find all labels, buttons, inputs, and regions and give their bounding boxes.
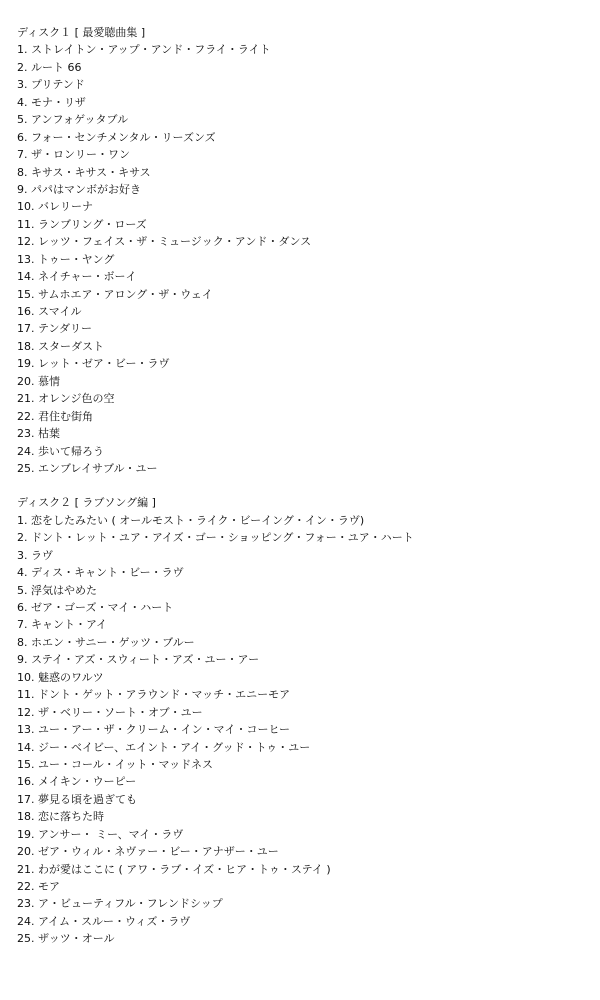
- track-item: 23. 枯葉: [17, 427, 60, 441]
- track-item: 8. ホエン・サニー・ゲッツ・ブルー: [17, 635, 195, 649]
- track-item: 14. ネイチャー・ボーイ: [17, 270, 137, 284]
- track-item: 5. 浮気はやめた: [17, 583, 97, 597]
- track-item: 20. 慕情: [17, 374, 60, 388]
- track-item: 24. 歩いて帰ろう: [17, 444, 104, 458]
- track-item: 10. バレリーナ: [17, 200, 93, 214]
- track-item: 4. ディス・キャント・ビー・ラヴ: [17, 566, 184, 580]
- track-item: 13. ユー・アー・ザ・クリーム・イン・マイ・コーヒー: [17, 723, 290, 737]
- track-item: 19. レット・ゼア・ビー・ラヴ: [17, 357, 170, 371]
- disc-2-section: [17, 494, 600, 947]
- track-item: 9. ステイ・アズ・スウィート・アズ・ユー・アー: [17, 653, 260, 667]
- track-item: 22. 君住む街角: [17, 409, 93, 423]
- track-item: 22. モア: [17, 880, 60, 893]
- track-item: 17. 夢見る頃を過ぎても: [17, 792, 137, 806]
- track-item: 11. ランブリング・ローズ: [17, 217, 147, 231]
- track-item: 18. 恋に落ちた時: [17, 810, 104, 824]
- track-item: 15. サムホエア・アロング・ザ・ウェイ: [17, 287, 213, 301]
- track-item: 3. ラヴ: [17, 548, 53, 562]
- track-item: 21. わが愛はここに ( アワ・ラブ・イズ・ヒア・トゥ・ステイ ): [17, 862, 331, 876]
- track-item: 6. ゼア・ゴーズ・マイ・ハート: [17, 601, 174, 614]
- track-item: 6. フォー・センチメンタル・リーズンズ: [17, 130, 216, 144]
- track-item: 5. アンフォゲッタブル: [17, 113, 129, 127]
- track-item: 19. アンサー・ ミー、マイ・ラヴ: [17, 827, 184, 841]
- track-item: 18. スターダスト: [17, 339, 104, 353]
- track-item: 17. テンダリー: [17, 322, 92, 336]
- track-item: 1. 恋をしたみたい ( オールモスト・ライク・ビーイング・イン・ラヴ): [17, 513, 365, 527]
- track-item: 2. ドント・レット・ユア・アイズ・ゴー・ショッピング・フォー・ユア・ハート: [17, 531, 414, 545]
- track-item: 12. ザ・ベリー・ソート・オブ・ユー: [17, 705, 203, 719]
- track-item: 12. レッツ・フェイス・ザ・ミュージック・アンド・ダンス: [17, 235, 312, 249]
- track-item: 4. モナ・リザ: [17, 95, 86, 109]
- track-list: [17, 41, 600, 477]
- track-item: 24. アイム・スルー・ウィズ・ラヴ: [17, 914, 191, 928]
- track-item: 15. ユー・コール・イット・マッドネス: [17, 757, 213, 771]
- track-item: 7. キャント・アイ: [17, 618, 108, 632]
- track-item: 16. スマイル: [17, 305, 82, 318]
- track-item: 25. ザッツ・オール: [17, 932, 115, 946]
- track-item: 13. トゥー・ヤング: [17, 252, 115, 266]
- track-item: 16. メイキン・ウーピー: [17, 775, 137, 789]
- disc-title: ディスク１ [ 最愛聴曲集 ]: [17, 26, 146, 39]
- track-item: 11. ドント・ゲット・アラウンド・マッチ・エニーモア: [17, 688, 291, 702]
- track-item: 1. ストレイトン・アップ・アンド・フライ・ライト: [17, 43, 271, 57]
- track-item: 8. キサス・キサス・キサス: [17, 165, 151, 179]
- disc-title: ディスク２ [ ラブソング編 ]: [17, 496, 156, 510]
- track-item: 9. パパはマンボがお好き: [17, 182, 141, 196]
- track-item: 3. プリテンド: [17, 78, 85, 92]
- track-item: 2. ルート 66: [17, 60, 82, 74]
- track-item: 7. ザ・ロンリー・ワン: [17, 148, 130, 162]
- track-item: 14. ジー・ベイビー、エイント・アイ・グッド・トゥ・ユー: [17, 740, 311, 754]
- track-item: 23. ア・ビューティフル・フレンドシップ: [17, 897, 223, 911]
- track-item: 20. ゼア・ウィル・ネヴァー・ビー・アナザー・ユー: [17, 845, 279, 859]
- track-item: 21. オレンジ色の空: [17, 392, 115, 406]
- track-item: 25. エンブレイサブル・ユー: [17, 461, 158, 475]
- track-item: 10. 魅惑のワルツ: [17, 670, 104, 684]
- disc-1-section: [17, 24, 600, 477]
- track-list: [17, 512, 600, 948]
